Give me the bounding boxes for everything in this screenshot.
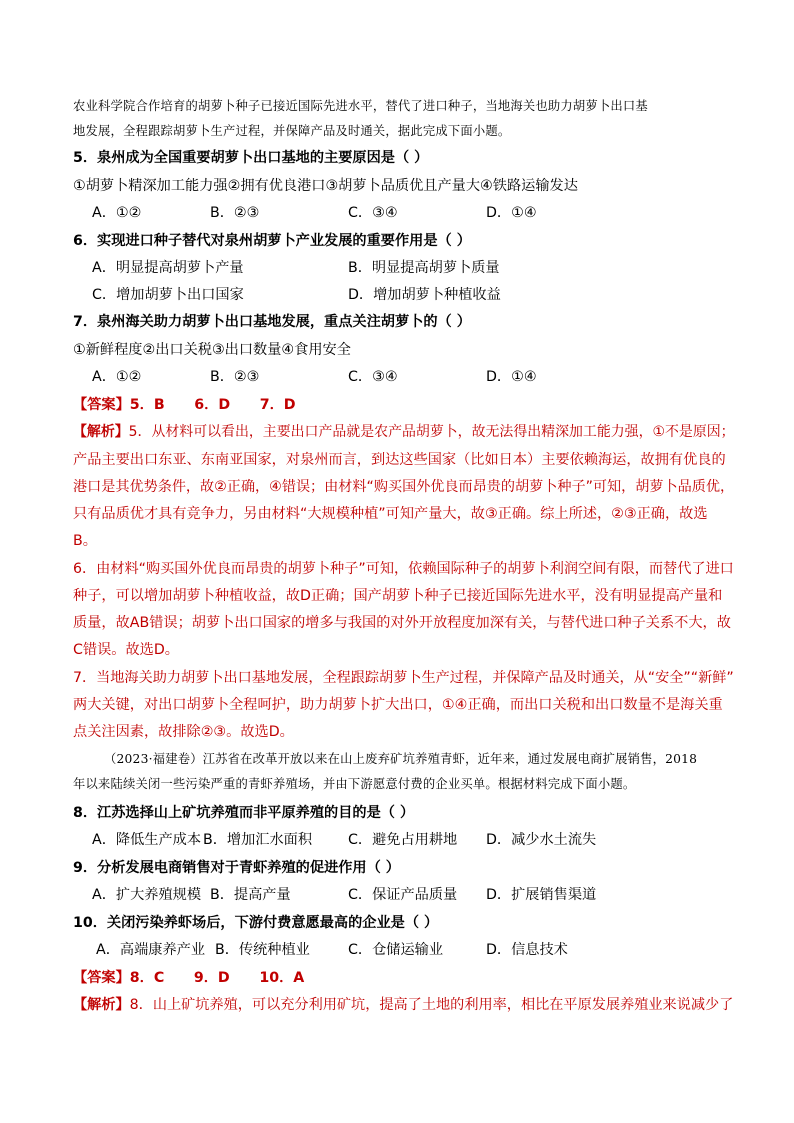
question-7-stem: 7．泉州海关助力胡萝卜出口基地发展，重点关注胡萝卜的（ ） bbox=[73, 314, 471, 330]
option-d: D．减少水土流失 bbox=[486, 832, 597, 848]
option-d: D．①④ bbox=[486, 369, 537, 385]
answer-tag: 【答案】 bbox=[73, 397, 130, 413]
question-6-stem: 6．实现进口种子替代对泉州胡萝卜产业发展的重要作用是（ ） bbox=[73, 233, 471, 249]
analysis-text: 只有品质优才具有竞争力，另由材料“大规模种植”可知产量大，故③正确。综上所述，②③正确，故选 bbox=[73, 506, 708, 522]
material-text-line: 农业科学院合作培育的胡萝卜种子已接近国际先进水平，替代了进口种子，当地海关也助力胡萝卜出口基 bbox=[73, 99, 648, 113]
analysis-text: 种子，可以增加胡萝卜种植收益，故D正确；国产胡萝卜种子已接近国际先进水平，没有明显提高产量和 bbox=[73, 588, 723, 604]
option-b: B．传统种植业 bbox=[215, 942, 310, 958]
analysis-text: B。 bbox=[73, 533, 97, 549]
option-c: C．保证产品质量 bbox=[348, 887, 458, 903]
option-a: A．①② bbox=[92, 369, 142, 385]
answer-tag: 【答案】 bbox=[73, 970, 130, 986]
analysis-tag: 【解析】 bbox=[73, 997, 130, 1013]
option-d: D．信息技术 bbox=[486, 942, 568, 958]
material-text-line: 年以来陆续关闭一些污染严重的青虾养殖场，并由下游愿意付费的企业买单。根据材料完成下面小题。 bbox=[73, 777, 636, 791]
analysis-text: 两大关键，对出口胡萝卜全程呵护，助力胡萝卜扩大出口，①④正确，而出口关税和出口数量不是海关重 bbox=[73, 697, 723, 713]
option-d: D．①④ bbox=[486, 205, 537, 221]
option-a: A．①② bbox=[92, 205, 142, 221]
option-b: B．②③ bbox=[210, 205, 260, 221]
option-c: C．③④ bbox=[348, 205, 398, 221]
option-c: C．避免占用耕地 bbox=[348, 832, 458, 848]
analysis-line bbox=[73, 995, 733, 1015]
question-5-items: ①胡萝卜精深加工能力强②拥有优良港口③胡萝卜品质优且产量大④铁路运输发达 bbox=[73, 178, 578, 194]
material-text-line: （2023·福建卷）江苏省在改革开放以来在山上废弃矿坑养殖青虾，近年来，通过发展电商扩展销售，2018 bbox=[104, 752, 698, 766]
answer-line bbox=[73, 968, 304, 988]
option-c: C．仓储运输业 bbox=[348, 942, 444, 958]
answer-text: 8．C 9．D 10．A bbox=[129, 970, 305, 986]
analysis-text: 6．由材料“购买国外优良而昂贵的胡萝卜种子”可知，依赖国际种子的胡萝卜利润空间有限，而替代了进口 bbox=[73, 561, 734, 577]
option-d: D．增加胡萝卜种植收益 bbox=[348, 287, 501, 303]
answer-line bbox=[73, 395, 296, 415]
analysis-tag: 【解析】 bbox=[73, 424, 129, 440]
analysis-text: 产品主要出口东亚、东南亚国家，对泉州而言，到达这些国家（比如日本）主要依赖海运，故拥有优良的 bbox=[73, 452, 726, 468]
question-8-stem: 8．江苏选择山上矿坑养殖而非平原养殖的目的是（ ） bbox=[73, 805, 415, 821]
option-b: B．增加汇水面积 bbox=[203, 832, 313, 848]
option-a: A．扩大养殖规模 bbox=[92, 887, 202, 903]
option-d: D．扩展销售渠道 bbox=[486, 887, 597, 903]
option-a: A．明显提高胡萝卜产量 bbox=[92, 260, 244, 276]
question-5-stem: 5．泉州成为全国重要胡萝卜出口基地的主要原因是（ ） bbox=[73, 150, 429, 166]
question-9-stem: 9．分析发展电商销售对于青虾养殖的促进作用（ ） bbox=[73, 860, 400, 876]
analysis-text: 点关注因素，故排除②③。故选D。 bbox=[73, 724, 294, 740]
answer-text: 5．B 6．D 7．D bbox=[129, 397, 296, 413]
option-b: B．明显提高胡萝卜质量 bbox=[348, 260, 500, 276]
analysis-text: 港口是其优势条件，故②正确，④错误；由材料“购买国外优良而昂贵的胡萝卜种子”可知，胡萝卜品质优， bbox=[73, 479, 735, 495]
question-7-items: ①新鲜程度②出口关税③出口数量④食用安全 bbox=[73, 342, 351, 358]
analysis-text: 5．从材料可以看出，主要出口产品就是农产品胡萝卜，故无法得出精深加工能力强，①不是原因； bbox=[128, 424, 735, 440]
option-b: B．提高产量 bbox=[210, 887, 291, 903]
question-10-stem: 10．关闭污染养虾场后，下游付费意愿最高的企业是（ ） bbox=[73, 915, 439, 931]
analysis-text: 7．当地海关助力胡萝卜出口基地发展，全程跟踪胡萝卜生产过程，并保障产品及时通关，从“安全”“新鲜” bbox=[73, 670, 734, 686]
analysis-text: 8．山上矿坑养殖，可以充分利用矿坑，提高了土地的利用率，相比在平原发展养殖业来说减少了 bbox=[129, 997, 734, 1013]
option-c: C．增加胡萝卜出口国家 bbox=[92, 287, 244, 303]
material-text-line: 地发展，全程跟踪胡萝卜生产过程，并保障产品及时通关，据此完成下面小题。 bbox=[73, 124, 511, 138]
option-a: A．降低生产成本 bbox=[92, 832, 202, 848]
analysis-text: 质量，故AB错误；胡萝卜出口国家的增多与我国的对外开放程度加深有关，与替代进口种子关系不大，故 bbox=[73, 615, 731, 631]
option-b: B．②③ bbox=[210, 369, 260, 385]
analysis-text: C错误。故选D。 bbox=[73, 642, 179, 658]
analysis-line bbox=[73, 422, 735, 442]
option-c: C．③④ bbox=[348, 369, 398, 385]
option-a: A．高端康养产业 bbox=[96, 942, 206, 958]
